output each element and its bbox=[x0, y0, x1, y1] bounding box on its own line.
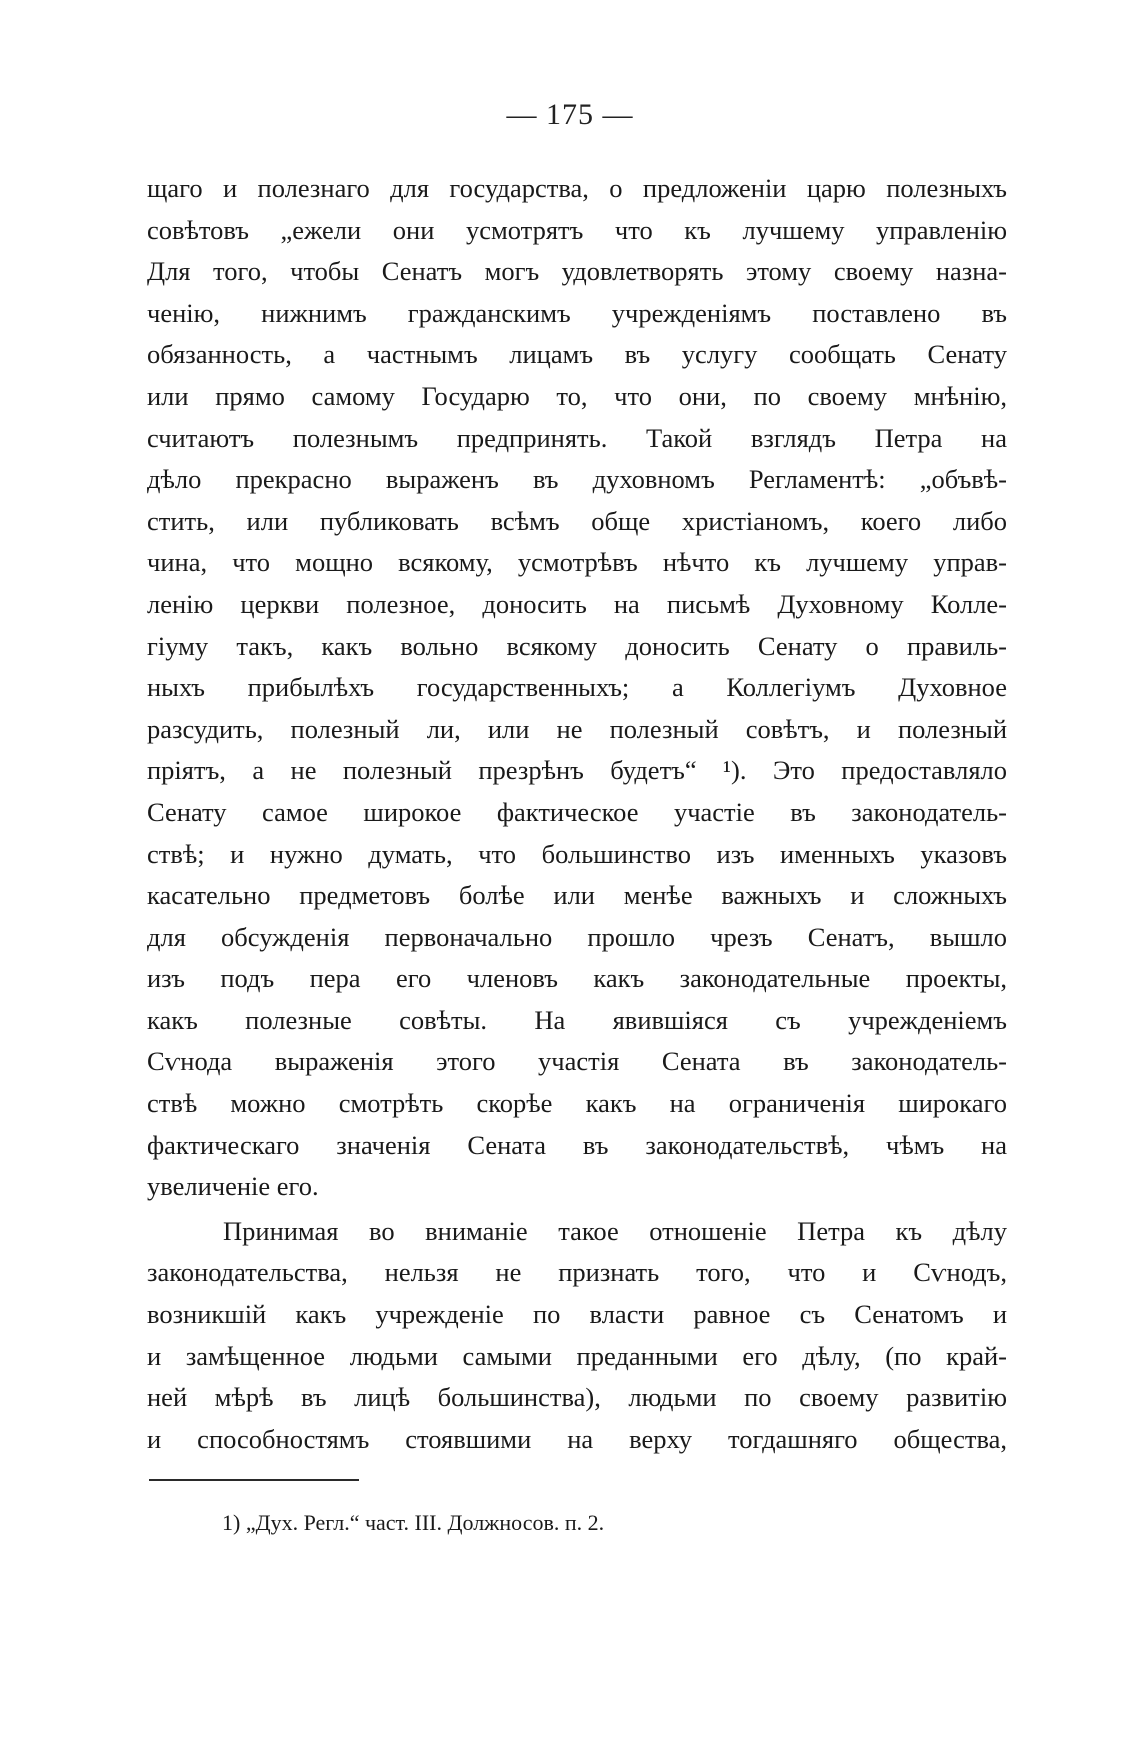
text-line: ныхъ прибылѣхъ государственныхъ; а Коллегіумъ Духовное bbox=[147, 672, 1007, 703]
text-line: Принимая во вниманіе такое отношеніе Петра къ дѣлу bbox=[223, 1215, 1007, 1246]
footnote-marker: 1) bbox=[222, 1510, 241, 1535]
text-line: какъ полезные совѣты. На явившіяся съ учрежденіемъ bbox=[147, 1004, 1007, 1035]
text-line: возникшій какъ учрежденіе по власти равное съ Сенатомъ и bbox=[147, 1299, 1007, 1330]
text-line: или прямо самому Государю то, что они, по своему мнѣнію, bbox=[147, 380, 1007, 411]
text-line: пріятъ, а не полезный презрѣнъ будетъ“ ¹). Это предоставляло bbox=[147, 755, 1007, 786]
text-line: обязанность, а частнымъ лицамъ въ услугу сообщать Сенату bbox=[147, 339, 1007, 370]
footnote bbox=[222, 1508, 604, 1538]
text-line: совѣтовъ „ежели они усмотрятъ что къ лучшему управленію bbox=[147, 214, 1007, 245]
text-line: Сѵнода выраженія этого участія Сената въ законодатель- bbox=[147, 1046, 1007, 1077]
text-line: и замѣщенное людьми самыми преданными его дѣлу, (по край- bbox=[147, 1340, 1007, 1371]
text-line: Сенату самое широкое фактическое участіе въ законодатель- bbox=[147, 796, 1007, 827]
text-line: ствѣ; и нужно думать, что большинство изъ именныхъ указовъ bbox=[147, 838, 1007, 869]
text-line: Для того, чтобы Сенатъ могъ удовлетворять этому своему назна- bbox=[147, 256, 1007, 287]
paragraph-2 bbox=[147, 1211, 1007, 1461]
text-line: и способностямъ стоявшими на верху тогдашняго общества, bbox=[147, 1423, 1007, 1454]
footnote-text: „Дух. Регл.“ част. III. Должносов. п. 2. bbox=[245, 1510, 605, 1535]
body-text bbox=[147, 168, 1007, 1460]
text-line: разсудить, полезный ли, или не полезный совѣтъ, и полезный bbox=[147, 713, 1007, 744]
text-line: чина, что мощно всякому, усмотрѣвъ нѣчто къ лучшему управ- bbox=[147, 547, 1007, 578]
text-line: ченію, нижнимъ гражданскимъ учрежденіямъ поставлено въ bbox=[147, 297, 1007, 328]
text-line: законодательства, нельзя не признать того, что и Сѵнодъ, bbox=[147, 1257, 1007, 1288]
text-line: фактическаго значенія Сената въ законодательствѣ, чѣмъ на bbox=[147, 1129, 1007, 1160]
text-line: ствѣ можно смотрѣть скорѣе какъ на ограниченія широкаго bbox=[147, 1088, 1007, 1119]
page-number: — 175 — bbox=[506, 98, 634, 131]
text-line: касательно предметовъ болѣе или менѣе важныхъ и сложныхъ bbox=[147, 880, 1007, 911]
text-line: считаютъ полезнымъ предпринять. Такой взглядъ Петра на bbox=[147, 422, 1007, 453]
text-line: стить, или публиковать всѣмъ обще христіаномъ, коего либо bbox=[147, 505, 1007, 536]
text-line: изъ подъ пера его членовъ какъ законодательные проекты, bbox=[147, 963, 1007, 994]
text-line: дѣло прекрасно выраженъ въ духовномъ Регламентѣ: „объвѣ- bbox=[147, 464, 1007, 495]
text-line: для обсужденія первоначально прошло чрезъ Сенатъ, вышло bbox=[147, 921, 1007, 952]
text-line: щаго и полезнаго для государства, о предложеніи царю полезныхъ bbox=[147, 173, 1007, 203]
text-line: ней мѣрѣ въ лицѣ большинства), людьми по своему развитію bbox=[147, 1382, 1007, 1413]
text-line: ленію церкви полезное, доносить на письмѣ Духовному Колле- bbox=[147, 588, 1007, 619]
paragraph-1 bbox=[147, 168, 1007, 1208]
footnote-divider bbox=[149, 1479, 359, 1481]
text-line: гіуму такъ, какъ вольно всякому доносить Сенату о правиль- bbox=[147, 630, 1007, 661]
text-line: увеличеніе его. bbox=[147, 1171, 319, 1202]
